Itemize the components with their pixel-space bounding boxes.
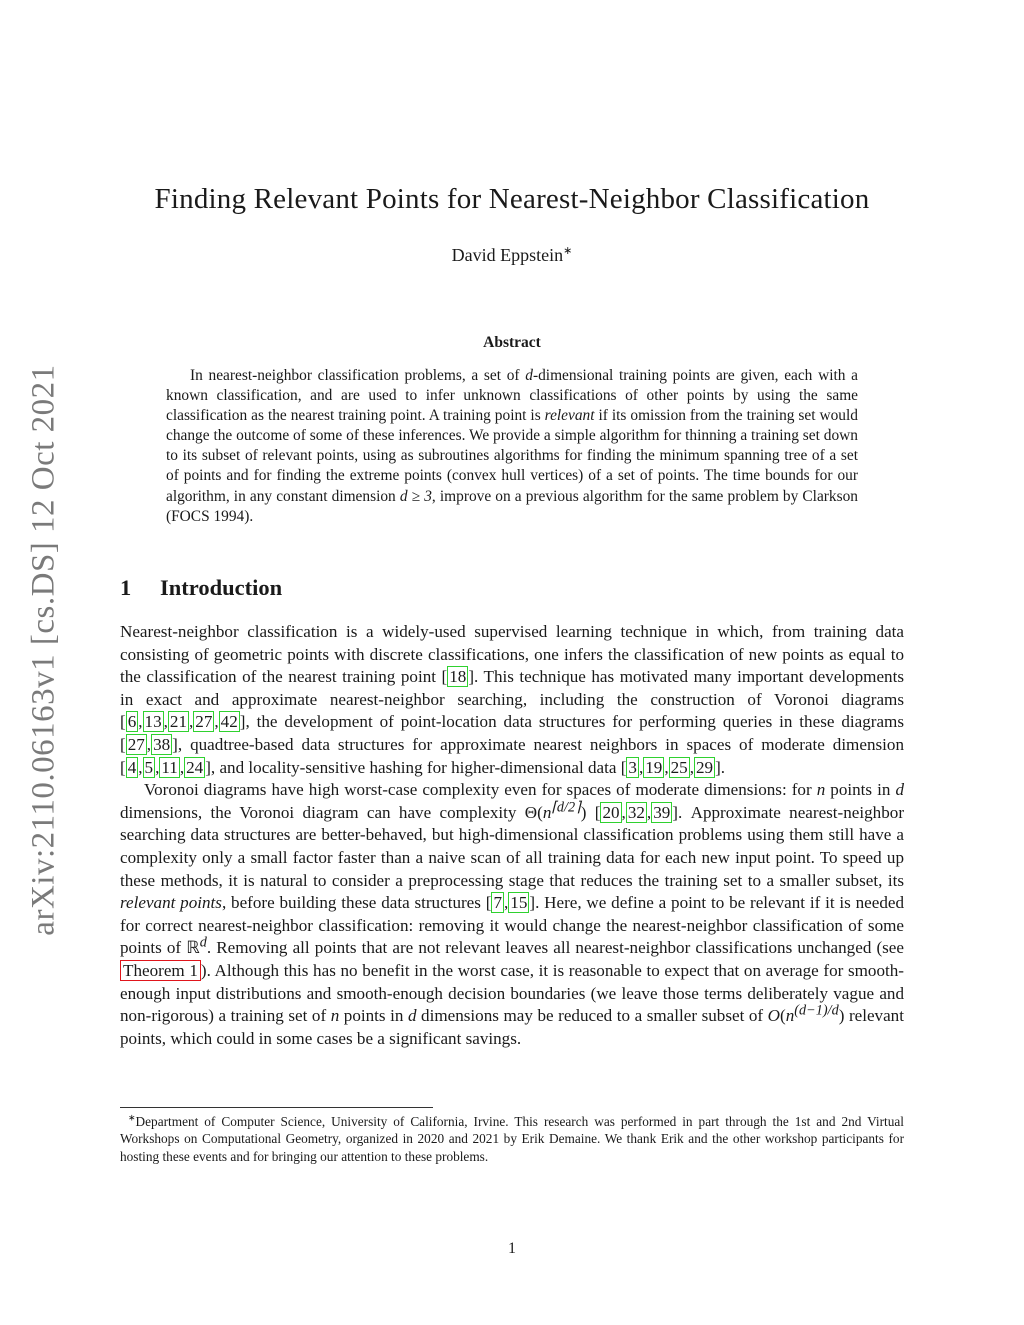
author-line: [0, 245, 1024, 266]
citation-link[interactable]: 3: [628, 757, 637, 777]
citation-link[interactable]: 4: [127, 757, 137, 777]
citation-link[interactable]: 18: [449, 667, 467, 687]
citation-link[interactable]: 15: [510, 893, 528, 913]
citation-link[interactable]: 13: [144, 712, 162, 732]
author-name: David Eppstein: [451, 245, 564, 265]
author-footnote-mark[interactable]: ∗: [563, 245, 573, 257]
citation-link[interactable]: 42: [220, 712, 238, 732]
citation-link[interactable]: 6: [127, 712, 137, 732]
citation-link[interactable]: 20: [602, 802, 620, 822]
section-title: Introduction: [160, 575, 283, 600]
citation-link[interactable]: 24: [186, 757, 204, 777]
footnote-text: Department of Computer Science, University of California, Irvine. This research was performed in part through the 1st and 2nd Virtual Workshops on Computational Geometry, organized in 2020 and 2021 by Erik Demaine. We thank Erik and the other workshop participants for hosting these events and for bringing our attention to these problems.: [120, 1114, 904, 1164]
footnote-mark: ∗: [128, 1112, 136, 1123]
abstract-heading: Abstract: [483, 334, 541, 351]
citation-link[interactable]: 39: [653, 802, 671, 822]
citation-link[interactable]: 27: [127, 734, 145, 754]
citation-link[interactable]: 7: [493, 893, 502, 913]
arxiv-stamp-text: arXiv:2110.06163v1 [cs.DS] 12 Oct 2021: [25, 364, 62, 936]
citation-link[interactable]: 32: [627, 802, 645, 822]
abstract-body: In nearest-neighbor classification problems, a set of d-dimensional training points are given, each with a known classification, and are used to infer unknown classifications of other points by using the same classification as the nearest training point. A training point is relevant if its omission from the training set would change the outcome of some of these inferences. We provide a simple algorithm for thinning a training set down to its subset of relevant points, using as subroutines algorithms for finding the minimum spanning tree of a set of points and for finding the extreme points (convex hull vertices) of a set of points. The time bounds for our algorithm, in any constant dimension d ≥ 3, improve on a previous algorithm for the same problem by Clarkson (FOCS 1994).: [166, 367, 858, 525]
citation-link[interactable]: 5: [144, 757, 154, 777]
citation-link[interactable]: 19: [645, 757, 663, 777]
citation-link[interactable]: 21: [169, 712, 187, 732]
citation-link[interactable]: 38: [153, 734, 171, 754]
citation-link[interactable]: 25: [670, 757, 688, 777]
paragraph-1: Nearest-neighbor classification is a widely-used supervised learning technique in which, from training data consisting of geometric points with discrete classifications, one infers the classification of new points as equal to the classification of the nearest training point [ 18 ]. This technique has motivated many important developments in exact and approximate nearest-neighbor searching, including the construction of Voronoi diagrams [ 6 , 13 , 21 , 27 , 42 ], the development of point-location data structures for performing queries in these diagrams [ 27 , 38 ], quadtree-based data structures for approximate nearest neighbors in spaces of moderate dimension [ 4 , 5 , 11 , 24 ], and locality-sensitive hashing for higher-dimensional data [ 3 , 19 , 25 , 29 ].: [120, 622, 904, 777]
paragraph-2: Voronoi diagrams have high worst-case complexity even for spaces of moderate dimensions: for n points in d dimensions, the Voronoi diagram can have complexity $\Theta(n^{⌈d/2⌉})$ [ 20 , 32 , 39 ]. Approximate nearest-neighbor searching data structures are better-behaved, but high-dimensional classification problems using them still have a complexity only a small factor faster than a naive scan of all training data for each new input point. To speed up these methods, it is natural to consider a preprocessing stage that reduces the training set to a smaller subset, its relevant points, before building these data structures [ 7 , 15 ]. Here, we define a point to be relevant if it is needed for correct nearest-neighbor classification: removing it would change the nearest-neighbor classification of some points of ℝ$^d$. Removing all points that are not relevant leaves all nearest-neighbor classifications unchanged (see Theorem 1 ). Although this has no benefit in the worst case, it is reasonable to expect that on average for smooth-enough input distributions and smooth-enough decision boundaries (we leave those terms deliberately vague and non-rigorous) a training set of n points in d dimensions may be reduced to a smaller subset of $O(n^{(d-1)/d})$ relevant points, which could in some cases be a significant savings.: [120, 780, 905, 1048]
section-heading: [120, 575, 282, 601]
section-number: 1: [120, 575, 132, 600]
introduction-body: [120, 621, 904, 1050]
footnote-divider: [120, 1107, 433, 1108]
citation-link[interactable]: 27: [195, 712, 213, 732]
paper-title: Finding Relevant Points for Nearest-Neighbor Classification: [154, 183, 870, 215]
page-number: 1: [508, 1240, 516, 1257]
theorem-reference-link[interactable]: Theorem 1: [120, 960, 201, 981]
citation-link[interactable]: 29: [696, 757, 714, 777]
footnote: [120, 1113, 904, 1165]
citation-link[interactable]: 11: [161, 757, 178, 777]
arxiv-identifier-stamp: [24, 360, 64, 940]
